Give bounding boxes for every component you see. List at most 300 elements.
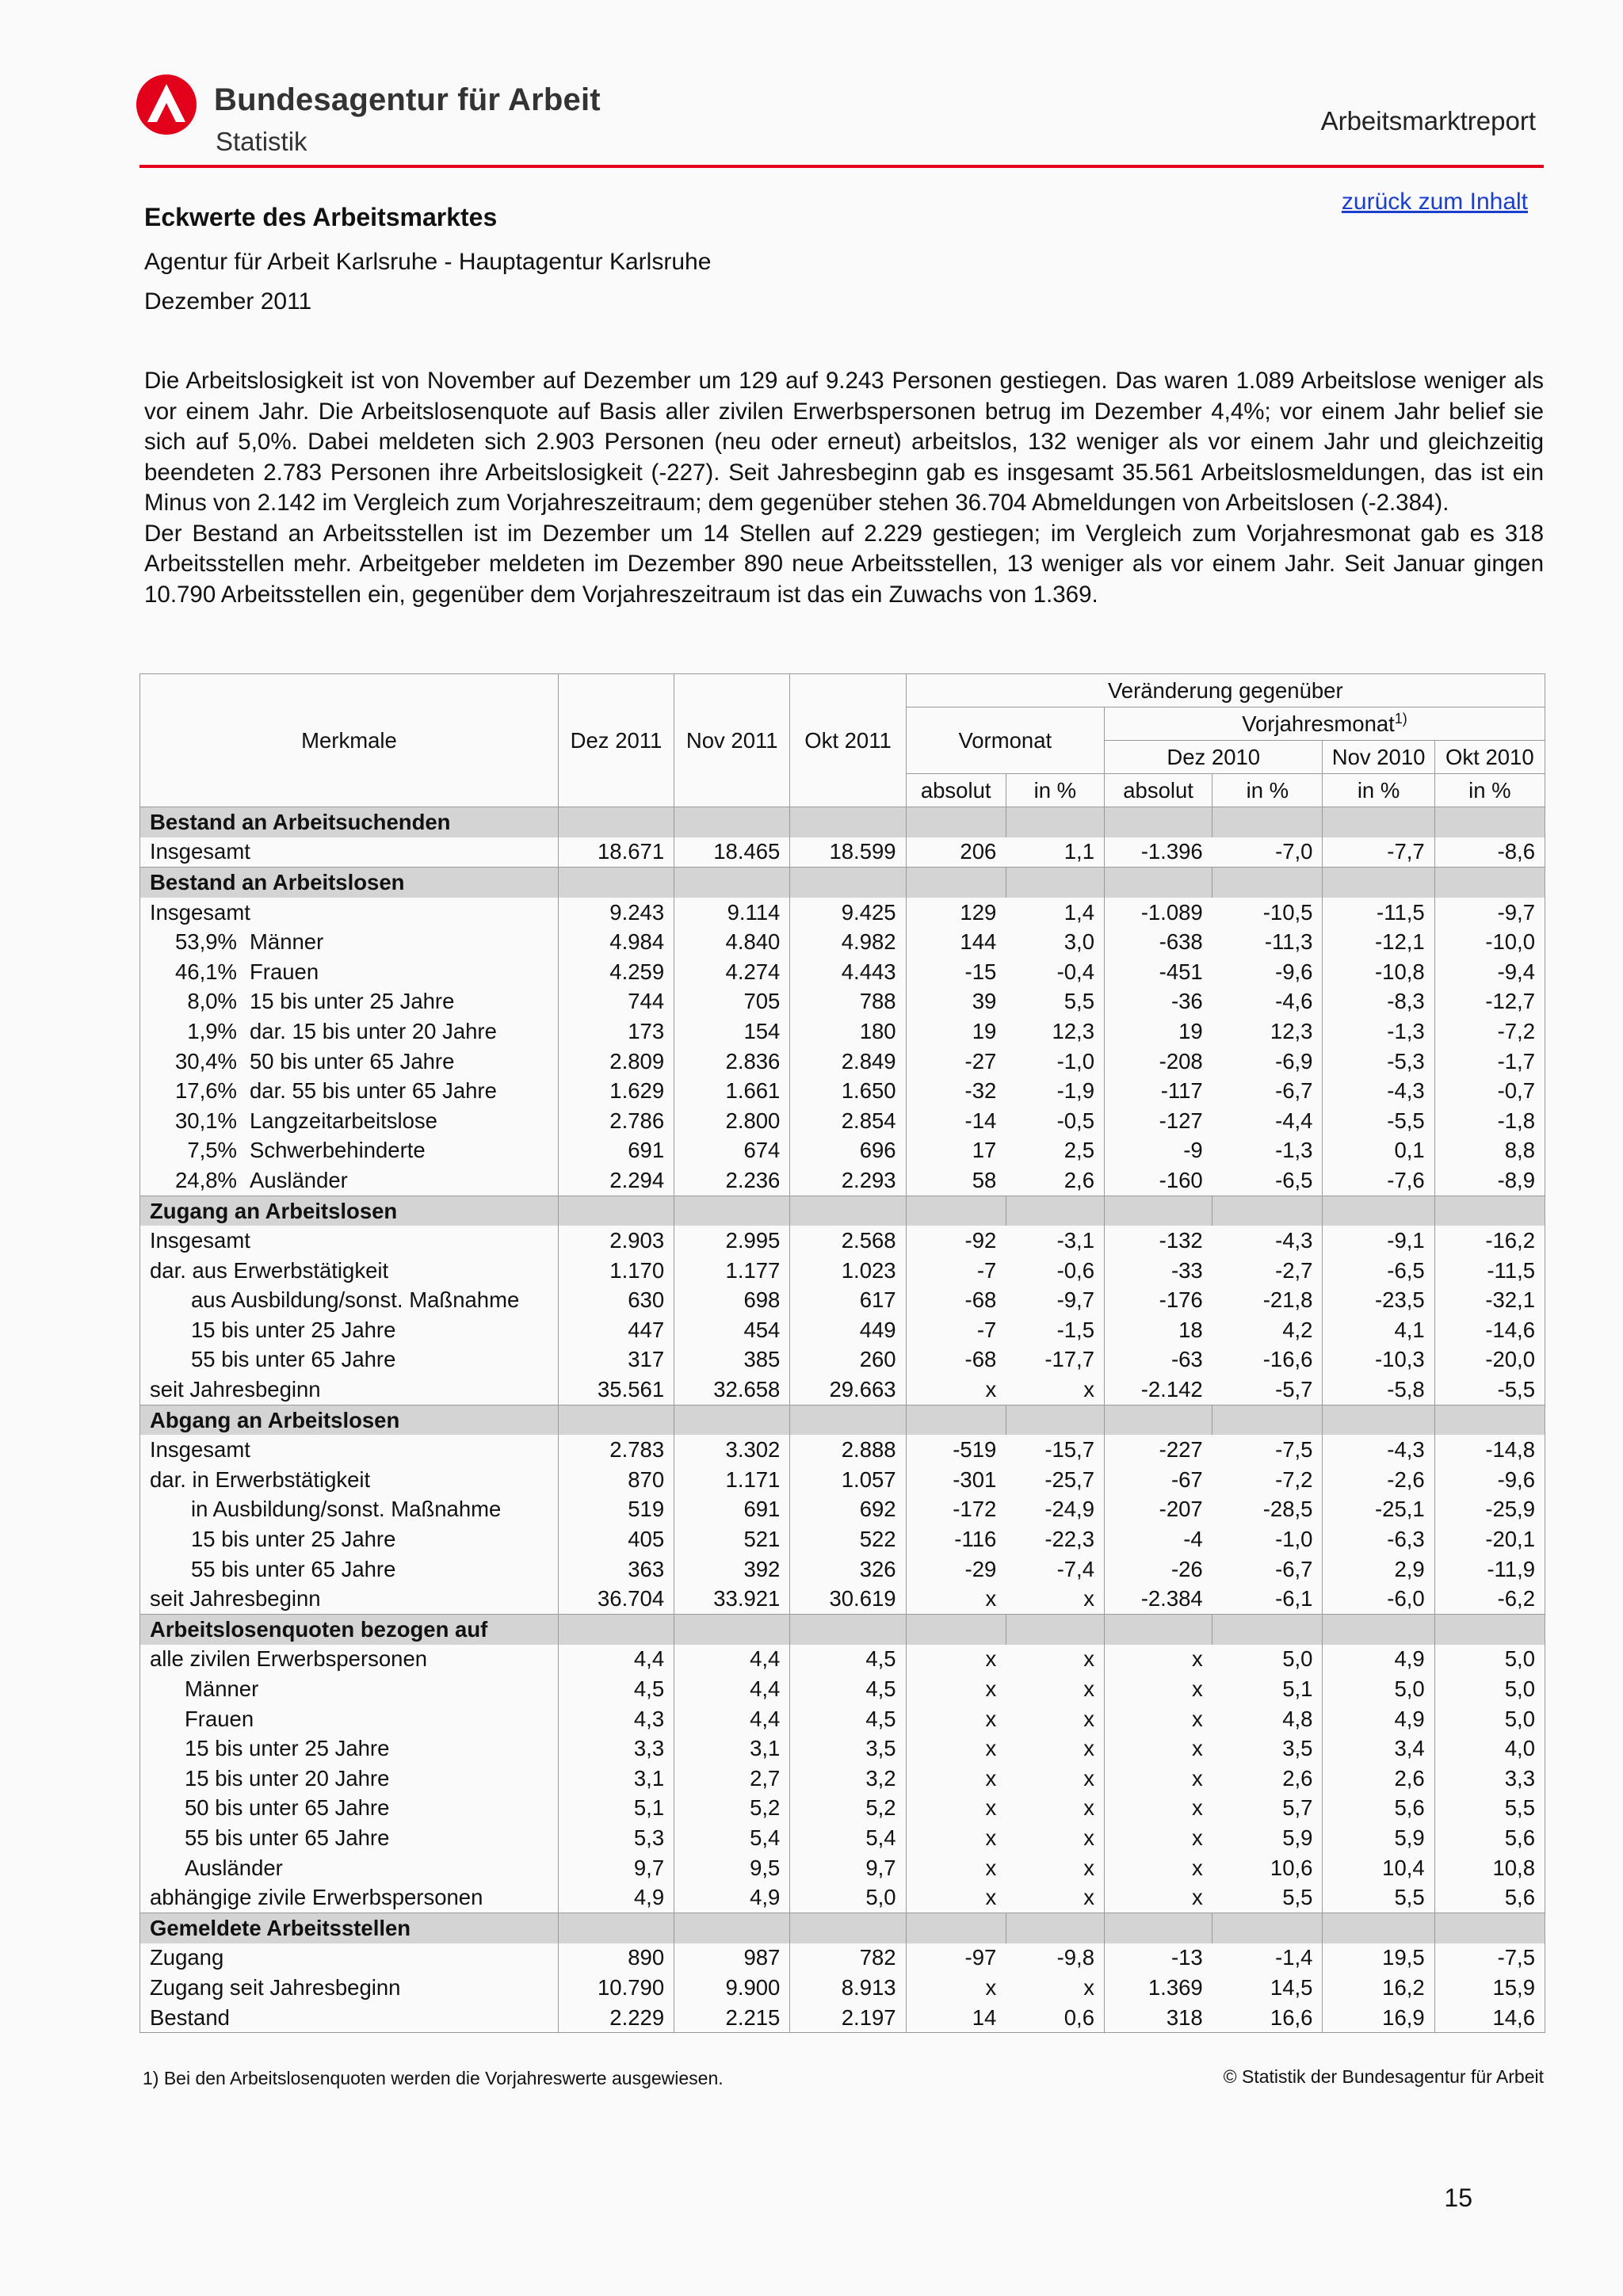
section-header-row	[140, 1615, 1545, 1645]
row-label-text: Zugang seit Jahresbeginn	[150, 1974, 401, 2000]
share-percent: 7,5%	[187, 1138, 237, 1163]
table-row	[140, 1136, 1545, 1166]
value-cell: -4,3	[1323, 1435, 1434, 1465]
row-label-text: Insgesamt	[150, 899, 250, 925]
value-cell: -10,8	[1323, 957, 1434, 987]
value-cell: -6,9	[1212, 1047, 1323, 1077]
value-cell: -27	[906, 1047, 1006, 1077]
value-cell: -17,7	[1006, 1345, 1104, 1375]
value-cell: 5,5	[1212, 1882, 1323, 1913]
value-cell: -2,7	[1212, 1256, 1323, 1286]
value-cell: -1,0	[1006, 1047, 1104, 1077]
value-cell: 392	[674, 1554, 790, 1585]
table-row	[140, 1554, 1545, 1585]
value-cell: 1.629	[558, 1076, 674, 1106]
section-fill-cell	[906, 868, 1006, 898]
table-row	[140, 987, 1545, 1017]
row-label	[140, 1047, 559, 1077]
section-fill-cell	[1434, 868, 1545, 898]
value-cell: -15,7	[1006, 1435, 1104, 1465]
value-cell: 522	[790, 1524, 906, 1554]
value-cell: 519	[558, 1495, 674, 1525]
value-cell: -9,7	[1006, 1286, 1104, 1316]
table-row	[140, 1226, 1545, 1256]
value-cell: -22,3	[1006, 1524, 1104, 1554]
section-fill-cell	[558, 807, 674, 837]
value-cell: 9.243	[558, 898, 674, 928]
value-cell: 696	[790, 1136, 906, 1166]
row-label-text: dar. in Erwerbstätigkeit	[150, 1466, 371, 1492]
value-cell: -5,3	[1323, 1047, 1434, 1077]
value-cell: -21,8	[1212, 1286, 1323, 1316]
section-title: Abgang an Arbeitslosen	[140, 1405, 559, 1435]
value-cell: 3,1	[674, 1733, 790, 1764]
row-label-text: Schwerbehinderte	[250, 1138, 426, 1163]
section-fill-cell	[906, 1913, 1006, 1943]
table-row	[140, 1345, 1545, 1375]
value-cell: -519	[906, 1435, 1006, 1465]
key-figures-table	[139, 673, 1545, 2033]
value-cell: x	[1105, 1794, 1212, 1824]
value-cell: x	[1006, 1645, 1104, 1675]
row-label	[140, 1465, 559, 1495]
value-cell: -7	[906, 1315, 1006, 1345]
value-cell: -67	[1105, 1465, 1212, 1495]
table-row	[140, 1047, 1545, 1077]
value-cell: -23,5	[1323, 1286, 1434, 1316]
value-cell: x	[906, 1853, 1006, 1883]
value-cell: x	[906, 1733, 1006, 1764]
value-cell: -172	[906, 1495, 1006, 1525]
value-cell: 14,5	[1212, 1973, 1323, 2003]
section-header-row	[140, 1405, 1545, 1435]
value-cell: 260	[790, 1345, 906, 1375]
table-row	[140, 1823, 1545, 1853]
table-row	[140, 1645, 1545, 1675]
value-cell: 521	[674, 1524, 790, 1554]
value-cell: -9,6	[1434, 1465, 1545, 1495]
section-fill-cell	[1006, 1913, 1104, 1943]
section-fill-cell	[1323, 868, 1434, 898]
value-cell: -25,7	[1006, 1465, 1104, 1495]
value-cell: 9,7	[790, 1853, 906, 1883]
value-cell: x	[1105, 1882, 1212, 1913]
value-cell: x	[1105, 1645, 1212, 1675]
value-cell: 4,4	[558, 1645, 674, 1675]
value-cell: x	[1006, 1733, 1104, 1764]
value-cell: 2,6	[1212, 1764, 1323, 1794]
value-cell: x	[906, 1375, 1006, 1405]
value-cell: 698	[674, 1286, 790, 1316]
value-cell: x	[1006, 1823, 1104, 1853]
value-cell: -29	[906, 1554, 1006, 1585]
table-row	[140, 1524, 1545, 1554]
section-fill-cell	[1212, 1405, 1323, 1435]
section-fill-cell	[674, 1405, 790, 1435]
section-fill-cell	[906, 1615, 1006, 1645]
section-fill-cell	[1212, 807, 1323, 837]
value-cell: -16,2	[1434, 1226, 1545, 1256]
section-fill-cell	[674, 1615, 790, 1645]
row-label-text: seit Jahresbeginn	[150, 1586, 321, 1611]
value-cell: -0,7	[1434, 1076, 1545, 1106]
row-label	[140, 2003, 559, 2033]
section-fill-cell	[674, 1913, 790, 1943]
value-cell: 1.057	[790, 1465, 906, 1495]
value-cell: -13	[1105, 1943, 1212, 1974]
value-cell: -10,0	[1434, 927, 1545, 957]
row-label	[140, 927, 559, 957]
share-percent: 30,1%	[175, 1108, 237, 1133]
section-fill-cell	[790, 868, 906, 898]
value-cell: 154	[674, 1016, 790, 1047]
row-label	[140, 1286, 559, 1316]
value-cell: 3,4	[1323, 1733, 1434, 1764]
value-cell: 3,0	[1006, 927, 1104, 957]
table-row	[140, 1256, 1545, 1286]
section-title: Bestand an Arbeitslosen	[140, 868, 559, 898]
row-label	[140, 1882, 559, 1913]
value-cell: x	[1006, 1794, 1104, 1824]
section-fill-cell	[1434, 1913, 1545, 1943]
value-cell: x	[1006, 1764, 1104, 1794]
section-fill-cell	[1323, 1913, 1434, 1943]
row-label	[140, 1345, 559, 1375]
value-cell: 3,1	[558, 1764, 674, 1794]
value-cell: 15,9	[1434, 1973, 1545, 2003]
value-cell: 2.903	[558, 1226, 674, 1256]
value-cell: -32	[906, 1076, 1006, 1106]
row-label-text: dar. 55 bis unter 65 Jahre	[250, 1078, 497, 1104]
value-cell: 4,5	[558, 1674, 674, 1704]
row-label	[140, 1584, 559, 1614]
header-merkmale: Merkmale	[140, 674, 559, 807]
share-percent: 8,0%	[187, 989, 237, 1014]
value-cell: 788	[790, 987, 906, 1017]
value-cell: -6,3	[1323, 1524, 1434, 1554]
row-label	[140, 1226, 559, 1256]
value-cell: 12,3	[1212, 1016, 1323, 1047]
value-cell: 19,5	[1323, 1943, 1434, 1974]
value-cell: 18.465	[674, 837, 790, 868]
value-cell: 2.294	[558, 1165, 674, 1196]
value-cell: 3,5	[1212, 1733, 1323, 1764]
summary-paragraph-unemployment: Die Arbeitslosigkeit ist von November auf Dezember um 129 auf 9.243 Personen gestiegen. Das waren 1.089 Arbeitslose weniger als vor einem Jahr. Die Arbeitslosenquote auf Basis aller zivilen Erwerbspersonen betrug im Dezember 4,4%; vor einem Jahr belief sie sich auf 5,0%. Dabei meldeten sich 2.903 Personen (neu oder erneut) arbeitslos, 132 weniger als vor einem Jahr und gleichzeitig beendeten 2.783 Personen ihre Arbeitslosigkeit (-227). Seit Jahresbeginn gab es insgesamt 35.561 Arbeitslosmeldungen, das ist ein Minus von 2.142 im Vergleich zum Vorjahreszeitraum; dem gegenüber stehen 36.704 Abmeldungen von Arbeitslosen (-2.384).	[144, 368, 1544, 516]
agency-name: Agentur für Arbeit Karlsruhe - Hauptagentur Karlsruhe	[144, 249, 712, 275]
value-cell: 317	[558, 1345, 674, 1375]
share-percent: 53,9%	[175, 929, 237, 955]
value-cell: -638	[1105, 927, 1212, 957]
value-cell: -6,0	[1323, 1584, 1434, 1614]
value-cell: -11,5	[1434, 1256, 1545, 1286]
value-cell: 2.849	[790, 1047, 906, 1077]
copyright: © Statistik der Bundesagentur für Arbeit	[1223, 2066, 1544, 2087]
section-fill-cell	[1434, 1615, 1545, 1645]
value-cell: -0,6	[1006, 1256, 1104, 1286]
value-cell: 2.786	[558, 1106, 674, 1136]
table-row	[140, 898, 1545, 928]
table-row	[140, 1165, 1545, 1196]
table-row	[140, 1286, 1545, 1316]
value-cell: 2.783	[558, 1435, 674, 1465]
section-header-row	[140, 807, 1545, 837]
section-fill-cell	[1212, 1615, 1323, 1645]
table-row	[140, 1733, 1545, 1764]
row-label	[140, 1165, 559, 1196]
row-label	[140, 1106, 559, 1136]
value-cell: 2,6	[1323, 1764, 1434, 1794]
value-cell: x	[1105, 1764, 1212, 1794]
section-fill-cell	[1105, 807, 1212, 837]
value-cell: 1.177	[674, 1256, 790, 1286]
row-label-text: Frauen	[250, 959, 319, 984]
value-cell: 1.170	[558, 1256, 674, 1286]
header-vorjahresmonat: Vorjahresmonat$^{1)}$	[1105, 707, 1545, 741]
value-cell: 2,9	[1323, 1554, 1434, 1585]
row-label-text: dar. aus Erwerbstätigkeit	[150, 1257, 389, 1283]
value-cell: 4,4	[674, 1674, 790, 1704]
value-cell: 173	[558, 1016, 674, 1047]
value-cell: 782	[790, 1943, 906, 1974]
row-label	[140, 1524, 559, 1554]
ba-logo-icon	[135, 73, 198, 136]
value-cell: -1.089	[1105, 898, 1212, 928]
section-fill-cell	[1105, 1405, 1212, 1435]
value-cell: -2.384	[1105, 1584, 1212, 1614]
value-cell: -1,8	[1434, 1106, 1545, 1136]
value-cell: -2,6	[1323, 1465, 1434, 1495]
table-row	[140, 1674, 1545, 1704]
row-label	[140, 1973, 559, 2003]
row-label	[140, 1943, 559, 1974]
value-cell: 2.854	[790, 1106, 906, 1136]
value-cell: -117	[1105, 1076, 1212, 1106]
value-cell: 385	[674, 1345, 790, 1375]
value-cell: 5,0	[790, 1882, 906, 1913]
value-cell: -7,0	[1212, 837, 1323, 868]
header-okt-2011: Okt 2011	[790, 674, 906, 807]
section-header-row	[140, 868, 1545, 898]
value-cell: -7,2	[1212, 1465, 1323, 1495]
value-cell: 39	[906, 987, 1006, 1017]
section-title: Gemeldete Arbeitsstellen	[140, 1913, 559, 1943]
value-cell: x	[1006, 1853, 1104, 1883]
value-cell: -9,8	[1006, 1943, 1104, 1974]
value-cell: 5,0	[1434, 1645, 1545, 1675]
value-cell: 5,5	[1434, 1794, 1545, 1824]
value-cell: -28,5	[1212, 1495, 1323, 1525]
value-cell: 4.443	[790, 957, 906, 987]
value-cell: x	[906, 1584, 1006, 1614]
value-cell: 18	[1105, 1315, 1212, 1345]
header-okt-2010: Okt 2010	[1434, 741, 1545, 774]
value-cell: 326	[790, 1554, 906, 1585]
value-cell: 3,3	[1434, 1764, 1545, 1794]
section-fill-cell	[790, 807, 906, 837]
value-cell: 36.704	[558, 1584, 674, 1614]
value-cell: 1.171	[674, 1465, 790, 1495]
value-cell: 14	[906, 2003, 1006, 2033]
header-dez-2011: Dez 2011	[558, 674, 674, 807]
row-label-text: 50 bis unter 65 Jahre	[185, 1795, 390, 1821]
table-row	[140, 1943, 1545, 1974]
value-cell: 692	[790, 1495, 906, 1525]
section-fill-cell	[674, 868, 790, 898]
value-cell: -15	[906, 957, 1006, 987]
section-fill-cell	[1434, 1405, 1545, 1435]
row-label-text: 55 bis unter 65 Jahre	[191, 1347, 396, 1372]
row-label	[140, 1136, 559, 1166]
header-divider	[139, 165, 1544, 168]
section-title: Arbeitslosenquoten bezogen auf	[140, 1615, 559, 1645]
header-vormonat-in-pct: in %	[1006, 774, 1104, 807]
row-label	[140, 1495, 559, 1525]
table-row	[140, 1882, 1545, 1913]
value-cell: -1,5	[1006, 1315, 1104, 1345]
value-cell: 705	[674, 987, 790, 1017]
value-cell: 8.913	[790, 1973, 906, 2003]
value-cell: -8,9	[1434, 1165, 1545, 1196]
value-cell: 5,1	[1212, 1674, 1323, 1704]
value-cell: -11,3	[1212, 927, 1323, 957]
value-cell: -2.142	[1105, 1375, 1212, 1405]
table-row	[140, 1764, 1545, 1794]
value-cell: 206	[906, 837, 1006, 868]
row-label	[140, 1764, 559, 1794]
value-cell: 1,4	[1006, 898, 1104, 928]
row-label-text: Zugang	[150, 1945, 224, 1970]
table-row	[140, 1584, 1545, 1614]
value-cell: x	[1006, 1882, 1104, 1913]
value-cell: 4,8	[1212, 1704, 1323, 1734]
value-cell: 2.995	[674, 1226, 790, 1256]
value-cell: -5,5	[1434, 1375, 1545, 1405]
value-cell: x	[906, 1645, 1006, 1675]
share-percent: 1,9%	[187, 1018, 237, 1043]
value-cell: 5,9	[1212, 1823, 1323, 1853]
section-fill-cell	[790, 1913, 906, 1943]
section-fill-cell	[1105, 1196, 1212, 1226]
value-cell: 5,0	[1323, 1674, 1434, 1704]
value-cell: x	[906, 1823, 1006, 1853]
value-cell: -0,4	[1006, 957, 1104, 987]
value-cell: -20,0	[1434, 1345, 1545, 1375]
value-cell: -7,6	[1323, 1165, 1434, 1196]
value-cell: -9,4	[1434, 957, 1545, 987]
section-fill-cell	[1212, 868, 1323, 898]
table-row	[140, 1076, 1545, 1106]
section-fill-cell	[1105, 1913, 1212, 1943]
value-cell: -160	[1105, 1165, 1212, 1196]
section-fill-cell	[674, 1196, 790, 1226]
value-cell: -7,4	[1006, 1554, 1104, 1585]
row-label-text: abhängige zivile Erwerbspersonen	[150, 1885, 483, 1910]
row-label-text: 50 bis unter 65 Jahre	[250, 1048, 455, 1074]
row-label	[140, 1704, 559, 1734]
section-fill-cell	[1323, 1405, 1434, 1435]
value-cell: -10,5	[1212, 898, 1323, 928]
value-cell: -1,3	[1323, 1016, 1434, 1047]
value-cell: 10,6	[1212, 1853, 1323, 1883]
value-cell: 2.215	[674, 2003, 790, 2033]
value-cell: 4,4	[674, 1645, 790, 1675]
header-vormonat-absolut: absolut	[906, 774, 1006, 807]
row-label	[140, 1435, 559, 1465]
row-label	[140, 1823, 559, 1853]
value-cell: 14,6	[1434, 2003, 1545, 2033]
share-percent: 46,1%	[175, 959, 237, 984]
table-row	[140, 927, 1545, 957]
table-row	[140, 1794, 1545, 1824]
row-label	[140, 987, 559, 1017]
section-fill-cell	[906, 807, 1006, 837]
value-cell: -207	[1105, 1495, 1212, 1525]
row-label-text: Ausländer	[250, 1167, 348, 1192]
value-cell: 5,5	[1006, 987, 1104, 1017]
summary-paragraph-vacancies: Der Bestand an Arbeitsstellen ist im Dezember um 14 Stellen auf 2.229 gestiegen; im Vergleich zum Vorjahresmonat gab es 318 Arbeitsstellen mehr. Arbeitgeber meldeten im Dezember 890 neue Arbeitsstellen, 13 weniger als vor einem Jahr. Seit Januar gingen 10.790 Arbeitsstellen ein, gegenüber dem Vorjahreszeitraum ist das ein Zuwachs von 1.369.	[144, 520, 1544, 608]
value-cell: 5,4	[790, 1823, 906, 1853]
value-cell: 3,2	[790, 1764, 906, 1794]
value-cell: 363	[558, 1554, 674, 1585]
value-cell: -7,7	[1323, 837, 1434, 868]
value-cell: 1.369	[1105, 1973, 1212, 2003]
table-row	[140, 1853, 1545, 1883]
header-veraenderung: Veränderung gegenüber	[906, 674, 1545, 707]
value-cell: -7,5	[1212, 1435, 1323, 1465]
value-cell: 5,0	[1434, 1674, 1545, 1704]
value-cell: -7,2	[1434, 1016, 1545, 1047]
section-fill-cell	[1212, 1196, 1323, 1226]
value-cell: 10.790	[558, 1973, 674, 2003]
value-cell: x	[1006, 1375, 1104, 1405]
section-fill-cell	[558, 868, 674, 898]
table-row	[140, 957, 1545, 987]
section-fill-cell	[790, 1615, 906, 1645]
value-cell: 5,0	[1212, 1645, 1323, 1675]
value-cell: 3,3	[558, 1733, 674, 1764]
value-cell: -14,6	[1434, 1315, 1545, 1345]
value-cell: 5,2	[790, 1794, 906, 1824]
value-cell: -36	[1105, 987, 1212, 1017]
value-cell: -92	[906, 1226, 1006, 1256]
value-cell: 2.800	[674, 1106, 790, 1136]
section-fill-cell	[1105, 868, 1212, 898]
back-to-contents-link[interactable]: zurück zum Inhalt	[1341, 189, 1528, 215]
value-cell: -12,1	[1323, 927, 1434, 957]
section-title: Bestand an Arbeitsuchenden	[140, 807, 559, 837]
value-cell: -8,3	[1323, 987, 1434, 1017]
value-cell: -127	[1105, 1106, 1212, 1136]
value-cell: -9,6	[1212, 957, 1323, 987]
value-cell: -1,0	[1212, 1524, 1323, 1554]
value-cell: 5,4	[674, 1823, 790, 1853]
share-percent: 24,8%	[175, 1167, 237, 1192]
value-cell: -9	[1105, 1136, 1212, 1166]
row-label-text: Bestand	[150, 2004, 230, 2030]
value-cell: 58	[906, 1165, 1006, 1196]
value-cell: x	[906, 1704, 1006, 1734]
value-cell: -6,2	[1434, 1584, 1545, 1614]
value-cell: -3,1	[1006, 1226, 1104, 1256]
row-label	[140, 837, 559, 868]
page-title: Eckwerte des Arbeitsmarktes	[144, 203, 498, 231]
section-fill-cell	[906, 1405, 1006, 1435]
row-label	[140, 957, 559, 987]
value-cell: 16,9	[1323, 2003, 1434, 2033]
value-cell: 4,4	[674, 1704, 790, 1734]
header-dez2010-in-pct: in %	[1212, 774, 1323, 807]
value-cell: -7	[906, 1256, 1006, 1286]
